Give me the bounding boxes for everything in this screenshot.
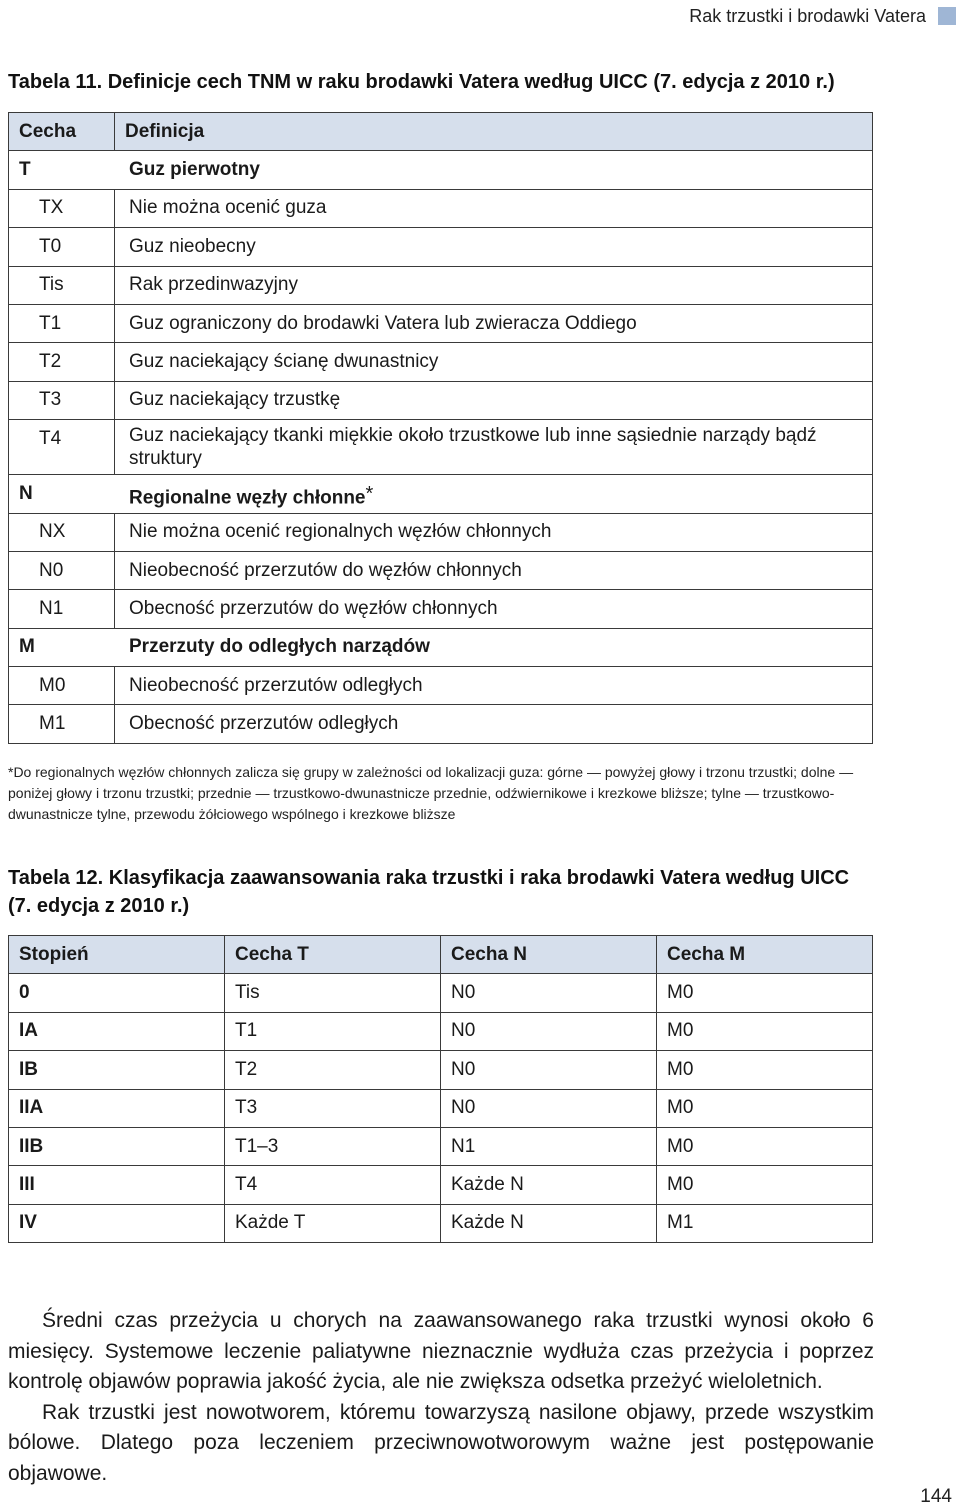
table-row [9,1051,873,1089]
m-cell: M0 [657,1127,873,1165]
table-row [9,1089,873,1127]
stage-cell: IIB [9,1127,225,1165]
row-definition: Guz naciekający ścianę dwunastnicy [115,343,873,381]
paragraph: Średni czas przeżycia u chorych na zaawansowanego raka trzustki wynosi około 6 miesięcy. Systemowe leczenie paliatywne nieznacznie wydłuża czas przeżycia i poprzez kontrolę objawów poprawia jakość życia, ale nie zwiększa odsetka przeżyć wieloletnich. [8,1309,874,1393]
row-code: T3 [9,381,115,419]
row-code: M1 [9,705,115,743]
row-code: Tis [9,266,115,304]
col-header-definition: Definicja [115,113,873,151]
t-cell: T3 [225,1089,441,1127]
row-code: T4 [9,420,115,475]
row-code: N0 [9,551,115,589]
row-definition: Guz ograniczony do brodawki Vatera lub zwieracza Oddiego [115,304,873,342]
group-title: Guz pierwotny [115,151,873,189]
col-header-t: Cecha T [225,936,441,974]
t-cell: T4 [225,1166,441,1204]
row-definition: Guz naciekający tkanki miękkie około trzustkowe lub inne sąsiednie narządy bądź struktury [115,420,873,475]
table-row [9,1012,873,1050]
row-code: T0 [9,228,115,266]
group-row-n [9,475,873,513]
t-cell: T2 [225,1051,441,1089]
n-cell: N0 [441,1012,657,1050]
running-header [689,4,960,28]
stage-cell: IV [9,1204,225,1242]
table-row [9,304,873,342]
row-definition: Obecność przerzutów do węzłów chłonnych [115,590,873,628]
row-code: T1 [9,304,115,342]
row-definition: Nieobecność przerzutów do węzłów chłonnych [115,551,873,589]
n-cell: N0 [441,1089,657,1127]
table-row [9,667,873,705]
tnm-definitions-table [8,112,873,744]
m-cell: M0 [657,1089,873,1127]
table-row [9,381,873,419]
stage-cell: III [9,1166,225,1204]
n-cell: Każde N [441,1166,657,1204]
row-definition: Nie można ocenić guza [115,189,873,227]
table-row [9,705,873,743]
table-row [9,228,873,266]
row-code: N1 [9,590,115,628]
table-row [9,1166,873,1204]
table11-footnote: *Do regionalnych węzłów chłonnych zalicza się grupy w zależności od lokalizacji guza: górne — powyżej głowy i trzonu trzustki; dolne — poniżej głowy i trzonu trzustki; przednie — trzustkowo-dwunastnicze przednie, odźwiernikowe i krezkowe bliższe; tylne — trzustkowo-dwunastnicze tylne, przewodu żółciowego wspólnego i krezkowe bliższe [8,764,854,822]
col-header-feature: Cecha [9,113,115,151]
row-definition: Nieobecność przerzutów odległych [115,667,873,705]
col-header-stage: Stopień [9,936,225,974]
m-cell: M0 [657,974,873,1012]
stage-cell: IB [9,1051,225,1089]
group-title: Regionalne węzły chłonne* [115,475,873,513]
table-row [9,1127,873,1165]
table12-caption-line2: (7. edycja z 2010 r.) [8,895,190,917]
table-row [9,551,873,589]
t-cell: T1 [225,1012,441,1050]
m-cell: M0 [657,1051,873,1089]
table-row [9,266,873,304]
table-row [9,974,873,1012]
table-row [9,420,873,475]
table12-caption-line1: Tabela 12. Klasyfikacja zaawansowania raka trzustki i raka brodawki Vatera według UICC [8,867,850,889]
row-code: T2 [9,343,115,381]
row-definition: Rak przedinwazyjny [115,266,873,304]
t-cell: Każde T [225,1204,441,1242]
row-definition: Guz naciekający trzustkę [115,381,873,419]
table-row [9,189,873,227]
group-row-t [9,151,873,189]
n-cell: N0 [441,1051,657,1089]
table-row [9,590,873,628]
table-row [9,343,873,381]
table-row [9,513,873,551]
n-cell: Każde N [441,1204,657,1242]
staging-table [8,935,873,1243]
group-code: T [9,151,115,189]
stage-cell: IIA [9,1089,225,1127]
row-code: M0 [9,667,115,705]
m-cell: M0 [657,1012,873,1050]
table-header-row [9,113,873,151]
row-code: NX [9,513,115,551]
body-text [8,1306,874,1489]
group-code: N [9,475,115,513]
n-cell: N0 [441,974,657,1012]
table12-caption [8,864,849,920]
col-header-m: Cecha M [657,936,873,974]
row-definition: Nie można ocenić regionalnych węzłów chłonnych [115,513,873,551]
footnote-star: * [365,482,374,505]
m-cell: M1 [657,1204,873,1242]
row-definition: Obecność przerzutów odległych [115,705,873,743]
paragraph: Rak trzustki jest nowotworem, któremu towarzyszą nasilone objawy, przede wszystkim bólowe. Dlatego poza leczeniem przeciwnowotworowym ważne jest postępowanie objawowe. [8,1400,874,1485]
n-cell: N1 [441,1127,657,1165]
header-marker-square [938,7,956,25]
row-code: TX [9,189,115,227]
col-header-n: Cecha N [441,936,657,974]
running-title: Rak trzustki i brodawki Vatera [689,5,926,26]
group-row-m [9,628,873,666]
table-row [9,1204,873,1242]
row-definition: Guz nieobecny [115,228,873,266]
stage-cell: IA [9,1012,225,1050]
group-title: Przerzuty do odległych narządów [115,628,873,666]
m-cell: M0 [657,1166,873,1204]
group-code: M [9,628,115,666]
stage-cell: 0 [9,974,225,1012]
t-cell: T1–3 [225,1127,441,1165]
table-header-row [9,936,873,974]
table11-caption: Tabela 11. Definicje cech TNM w raku brodawki Vatera według UICC (7. edycja z 2010 r.) [8,71,835,93]
page-number: 144 [920,1486,952,1507]
t-cell: Tis [225,974,441,1012]
